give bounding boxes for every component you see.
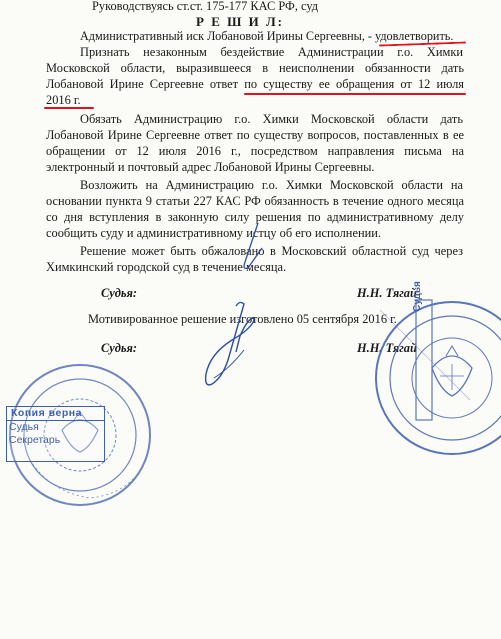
judge-name-1: Н.Н. Тягай bbox=[357, 286, 417, 300]
paragraph-5-line-2: Химкинский городской суд в течение месяца. bbox=[46, 260, 287, 274]
paragraph-4-line-1: Возложить на Администрацию г.о. Химки Московской области на bbox=[80, 178, 463, 192]
paragraph-2-line-2: Московской области, выразившееся в неисполнении обязанности дать bbox=[46, 61, 464, 75]
paragraph-4-line-3: со дня вступления в законную силу решения по административному делу bbox=[46, 210, 464, 224]
decision-heading: Р Е Ш И Л: bbox=[196, 14, 285, 29]
judge-label-1: Судья: bbox=[101, 286, 138, 300]
paragraph-3-line-2: Лобановой Ирине Сергеевне ответ по существу вопросов, поставленных в ее bbox=[46, 128, 464, 142]
paragraph-5-line-1: Решение может быть обжаловано в Московский областной суд через bbox=[80, 244, 463, 258]
paragraph-4-line-2: основании пункта 9 статьи 227 КАС РФ обязанность в течение одного месяца bbox=[46, 194, 464, 208]
motivated-decision-date: Мотивированное решение изготовлено 05 сентября 2016 г. bbox=[88, 312, 397, 326]
paragraph-2-line-1: Признать незаконным бездействие Администрации г.о. Химки bbox=[80, 45, 463, 59]
seal-right-judge-label: Судья bbox=[412, 281, 423, 312]
law-reference: Руководствуясь ст.ст. 175-177 КАС РФ, суд bbox=[92, 0, 319, 13]
paragraph-3-line-1: Обязать Администрацию г.о. Химки Московской области дать bbox=[80, 112, 463, 126]
paragraph-4-line-4: сообщить суду и административному истцу об его исполнении. bbox=[46, 226, 381, 240]
paragraph-2-line-3: Лобановой Ирине Сергеевне ответ по существу ее обращения от 12 июля bbox=[46, 77, 464, 91]
copy-stamp-title: Копия верна bbox=[7, 407, 104, 421]
paragraph-1-line-1: Административный иск Лобановой Ирины Сергеевны, - удовлетворить. bbox=[80, 29, 454, 43]
judge-label-2: Судья: bbox=[101, 341, 138, 355]
paragraph-2-line-4: 2016 г. bbox=[46, 93, 81, 107]
judge-name-2: Н.Н. Тягай bbox=[357, 341, 417, 355]
copy-stamp-secretary: Секретарь bbox=[9, 434, 61, 446]
paragraph-3-line-4: электронный и почтовый адрес Лобановой Ирины Сергеевны. bbox=[46, 160, 375, 174]
paragraph-3-line-3: обращении от 12 июля 2016 г., посредством направления письма на bbox=[46, 144, 464, 158]
copy-stamp-judge: Судья bbox=[9, 421, 39, 433]
